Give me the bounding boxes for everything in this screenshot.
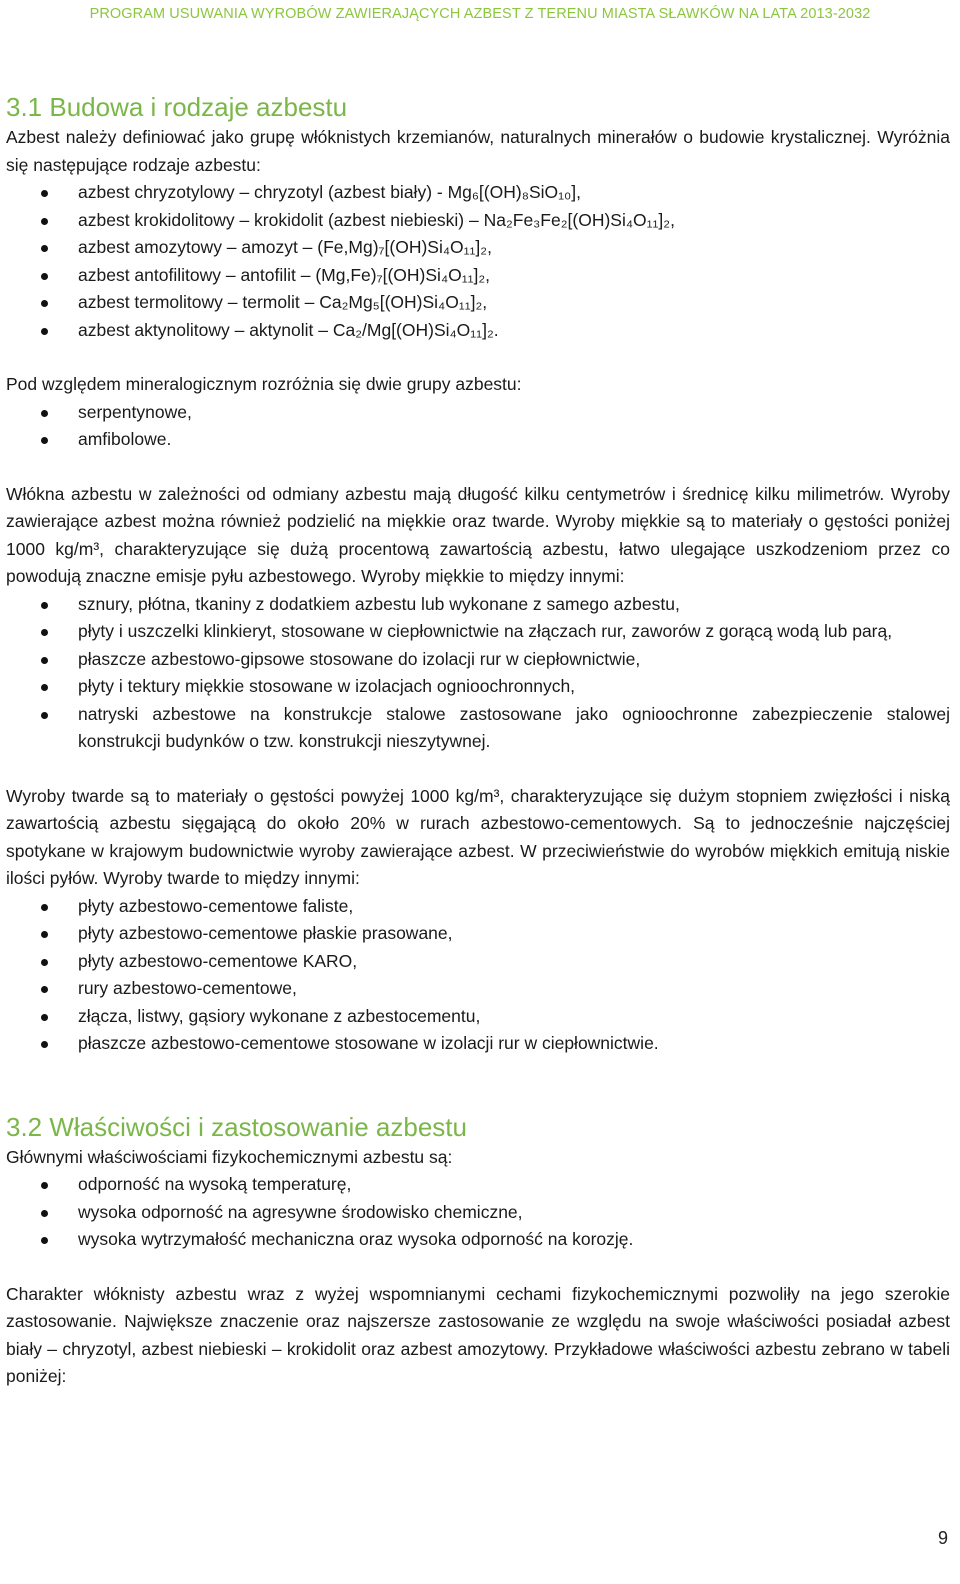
soft-products-list [6,591,950,756]
list-item: odporność na wysoką temperaturę, [6,1171,950,1199]
list-item: płyty azbestowo-cementowe KARO, [6,948,950,976]
properties-intro-paragraph: Głównymi właściwościami fizykochemicznymi azbestu są: [6,1146,453,1167]
list-item: płyty i uszczelki klinkieryt, stosowane w ciepłownictwie na złączach rur, zaworów z gorącą wodą lub parą, [6,618,950,646]
closing-paragraph: Charakter włóknisty azbestu wraz z wyżej wspomnianymi cechami fizykochemicznymi pozwoliły na jego szerokie zastosowanie. Największe znaczenie oraz najszersze zastosowanie ze względu na swoje właściwości posiadał azbest biały – chryzotyl, azbest niebieski – krokidolit oraz azbest amozytowy. Przykładowe właściwości azbestu zebrano w tabeli poniżej: [6,1283,950,1386]
page-number: 9 [937,1528,948,1548]
hard-products-list [6,893,950,1058]
properties-list [6,1171,950,1254]
list-item: rury azbestowo-cementowe, [6,975,950,1003]
list-item: serpentynowe, [6,399,950,427]
groups-intro-paragraph: Pod względem mineralogicznym rozróżnia się dwie grupy azbestu: [6,374,522,394]
section-heading-3-2: 3.2 Właściwości i zastosowanie azbestu [6,1111,467,1142]
list-item: sznury, płótna, tkaniny z dodatkiem azbestu lub wykonane z samego azbestu, [6,591,950,619]
list-item: złącza, listwy, gąsiory wykonane z azbestocementu, [6,1003,950,1031]
running-header: PROGRAM USUWANIA WYROBÓW ZAWIERAJĄCYCH AZBEST Z TERENU MIASTA SŁAWKÓW NA LATA 2013-2032 [89,6,871,22]
intro-paragraph: Azbest należy definiować jako grupę włóknistych krzemianów, naturalnych minerałów o budowie krystalicznej. Wyróżnia się następujące rodzaje azbestu: [6,127,950,175]
list-item: płaszcze azbestowo-cementowe stosowane w izolacji rur w ciepłownictwie. [6,1030,950,1058]
list-item: azbest termolitowy – termolit – Ca₂Mg₅[(OH)Si₄O₁₁]₂, [6,289,950,317]
list-item: płyty i tektury miękkie stosowane w izolacjach ognioochronnych, [6,673,950,701]
list-item: płyty azbestowo-cementowe płaskie prasowane, [6,920,950,948]
soft-products-paragraph: Włókna azbestu w zależności od odmiany azbestu mają długość kilku centymetrów i średnicę kilku milimetrów. Wyroby zawierające azbest można również podzielić na miękkie oraz twarde. Wyroby miękkie są to materiały o gęstości poniżej 1000 kg/m³, charakteryzujące się dużą procentową zawartością azbestu, łatwo ulegające uszkodzeniom przez co powodują znaczne emisje pyłu azbestowego. Wyroby miękkie to między innymi: [6,483,950,586]
list-item: azbest antofilitowy – antofilit – (Mg,Fe)₇[(OH)Si₄O₁₁]₂, [6,262,950,290]
list-item: azbest chryzotylowy – chryzotyl (azbest biały) - Mg₆[(OH)₈SiO₁₀], [6,179,950,207]
asbestos-types-list [6,179,950,344]
list-item: wysoka odporność na agresywne środowisko chemiczne, [6,1199,950,1227]
list-item: azbest krokidolitowy – krokidolit (azbest niebieski) – Na₂Fe₃Fe₂[(OH)Si₄O₁₁]₂, [6,207,950,235]
hard-products-paragraph: Wyroby twarde są to materiały o gęstości powyżej 1000 kg/m³, charakteryzujące się dużym stopniem zwięzłości i niską zawartością azbestu sięgającą do około 20% w rurach azbestowo-cementowych. Są to jednocześnie najczęściej spotykane w krajowym budownictwie wyroby zawierające azbest. W przeciwieństwie do wyrobów miękkich emitują niskie ilości pyłów. Wyroby twarde to między innymi: [6,785,950,888]
list-item: płyty azbestowo-cementowe faliste, [6,893,950,921]
list-item: amfibolowe. [6,426,950,454]
list-item: płaszcze azbestowo-gipsowe stosowane do izolacji rur w ciepłownictwie, [6,646,950,674]
list-item: azbest amozytowy – amozyt – (Fe,Mg)₇[(OH)Si₄O₁₁]₂, [6,234,950,262]
list-item: natryski azbestowe na konstrukcje stalowe zastosowane jako ognioochronne zabezpieczenie stalowej konstrukcji budynków o tzw. konstrukcji nieszytywnej. [6,701,950,756]
list-item: wysoka wytrzymałość mechaniczna oraz wysoka odporność na korozję. [6,1226,950,1254]
section-heading-3-1: 3.1 Budowa i rodzaje azbestu [6,92,348,122]
page-content [6,90,950,1391]
mineral-groups-list [6,399,950,454]
list-item: azbest aktynolitowy – aktynolit – Ca₂/Mg[(OH)Si₄O₁₁]₂. [6,317,950,345]
